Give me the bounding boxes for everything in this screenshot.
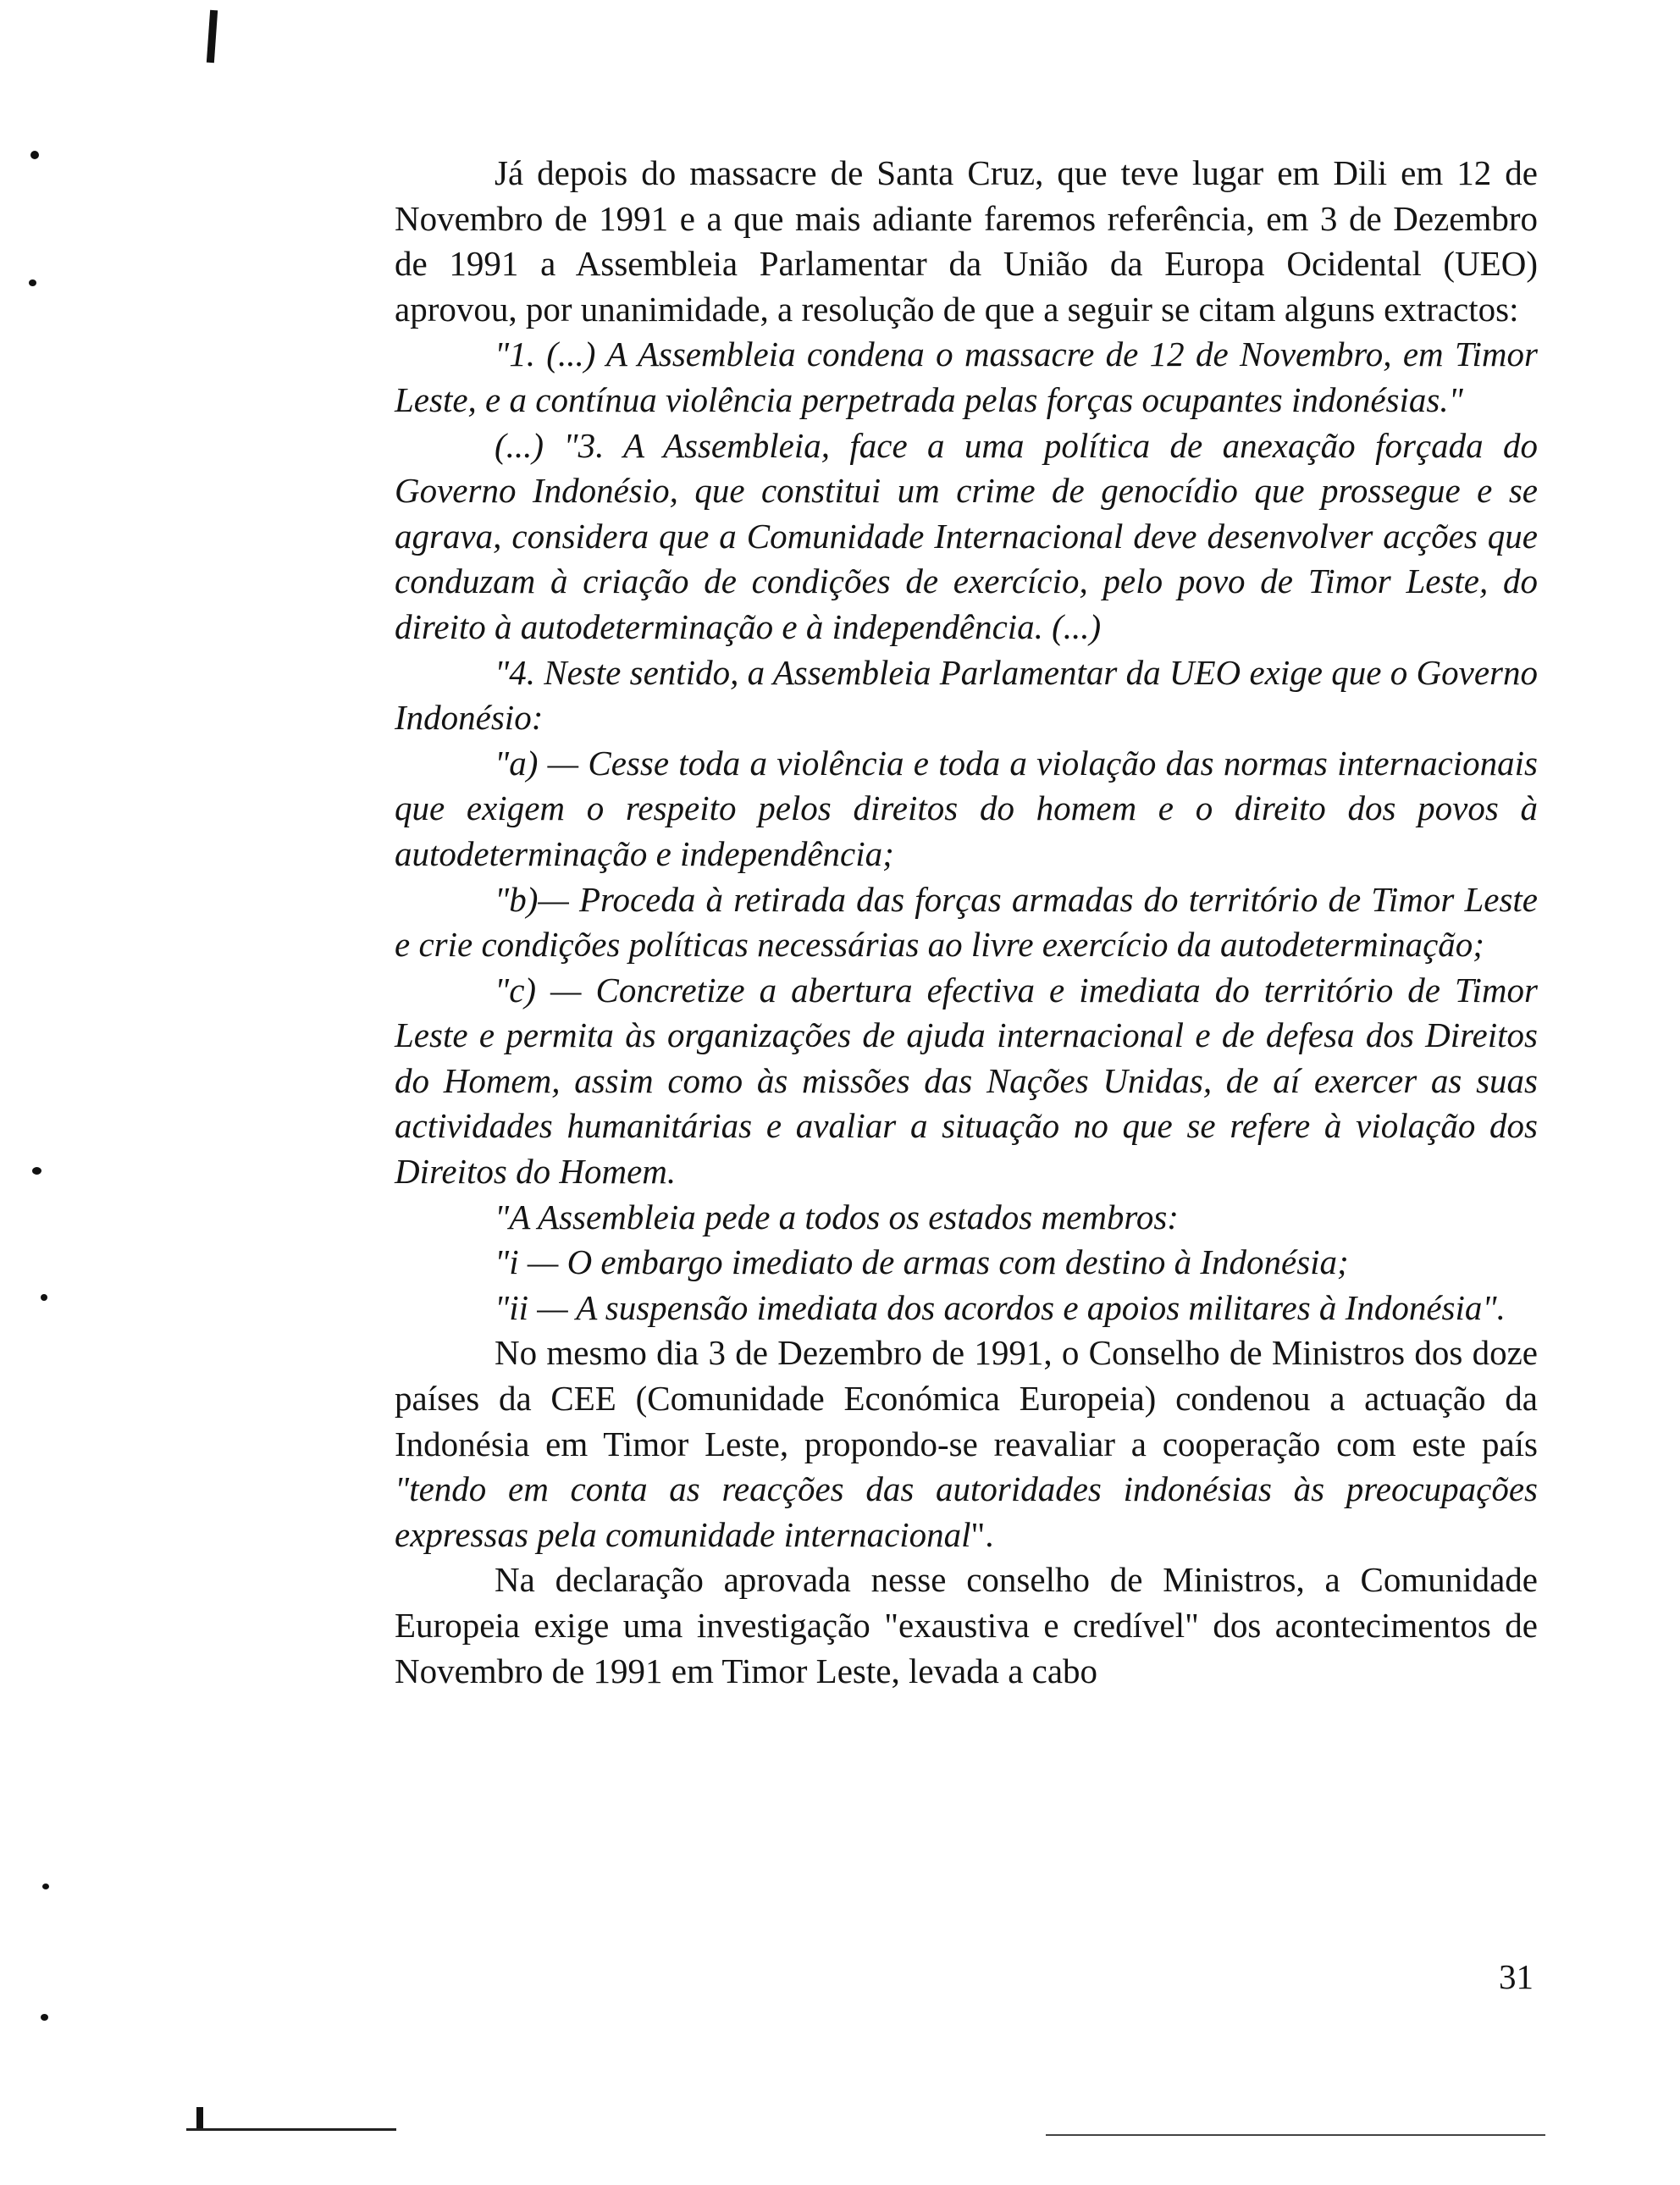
punch-hole-mark (42, 1884, 49, 1889)
inline-quote: "tendo em conta as reacções das autoridades indonésias às preocupações expressas pela comunidade internacional (395, 1469, 1538, 1554)
quote-paragraph: "c) — Concretize a abertura efectiva e imediata do território de Timor Leste e permita às organizações de ajuda internacional e de defesa dos Direitos do Homem, assim como às missões das Nações Unidas, de aí exercer as suas actividades humanitárias e avaliar a situação no que se refere à violação dos Direitos do Homem. (395, 970, 1538, 1192)
punch-hole-mark (41, 1294, 47, 1301)
body-text (395, 151, 1538, 1694)
quote-paragraph: "b)— Proceda à retirada das forças armadas do território de Timor Leste e crie condições políticas necessárias ao livre exercício da autodeterminação; (395, 879, 1538, 965)
punch-hole-mark (41, 2014, 48, 2021)
quote-paragraph: "ii — A suspensão imediata dos acordos e apoios militares à Indonésia". (495, 1287, 1506, 1327)
punch-hole-mark (29, 279, 36, 286)
bottom-edge-line (186, 2128, 396, 2131)
quote-paragraph: "4. Neste sentido, a Assembleia Parlamentar da UEO exige que o Governo Indonésio: (395, 652, 1538, 738)
ink-mark (196, 2107, 203, 2129)
quote-paragraph: (...) "3. A Assembleia, face a uma política de anexação forçada do Governo Indonésio, que constitui um crime de genocídio que prossegue e se agrava, considera que a Comunidade Internacional deve desenvolver acções que conduzam à criação de condições de exercício, pelo povo de Timor Leste, do direito à autodeterminação e à independência. (...) (395, 425, 1538, 646)
quote-paragraph: "a) — Cesse toda a violência e toda a violação das normas internacionais que exigem o respeito pelos direitos do homem e o direito dos povos à autodeterminação e independência; (395, 743, 1538, 873)
punch-hole-mark (30, 151, 39, 159)
paragraph-tail: ". (970, 1514, 994, 1554)
ink-mark (207, 10, 218, 63)
paragraph: Já depois do massacre de Santa Cruz, que teve lugar em Dili em 12 de Novembro de 1991 e a que mais adiante faremos referência, em 3 de Dezembro de 1991 a Assembleia Parlamentar da União da Europa Ocidental (UEO) aprovou, por unanimidade, a resolução de que a seguir se citam alguns extractos: (395, 153, 1538, 329)
punch-hole-mark (32, 1167, 41, 1175)
quote-paragraph: "i — O embargo imediato de armas com destino à Indonésia; (495, 1242, 1349, 1282)
bottom-edge-line (1046, 2134, 1545, 2136)
page-number: 31 (1499, 1957, 1534, 1996)
quote-paragraph: "1. (...) A Assembleia condena o massacre de 12 de Novembro, em Timor Leste, e a contínua violência perpetrada pelas forças ocupantes indonésias." (395, 335, 1538, 419)
paragraph: Na declaração aprovada nesse conselho de Ministros, a Comunidade Europeia exige uma investigação "exaustiva e credível" dos acontecimentos de Novembro de 1991 em Timor Leste, levada a cabo (395, 1560, 1538, 1690)
quote-paragraph: "A Assembleia pede a todos os estados membros: (495, 1197, 1179, 1236)
paragraph (395, 1330, 1538, 1557)
paragraph-lead: No mesmo dia 3 de Dezembro de 1991, o Conselho de Ministros dos doze países da CEE (Comunidade Económica Europeia) condenou a actuação da Indonésia em Timor Leste, propondo-se reavaliar a cooperação com este país (395, 1333, 1538, 1463)
